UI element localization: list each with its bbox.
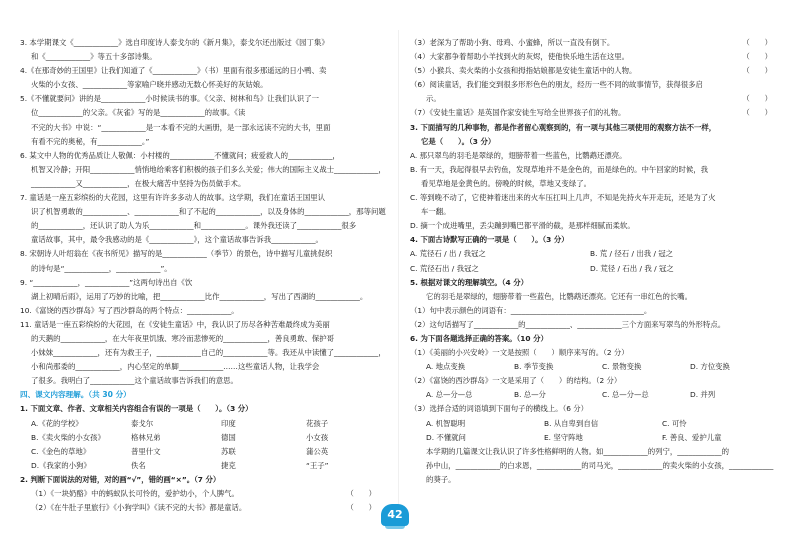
option-d: D. 荒径 / 石出 / 我 / 冠之 [590, 263, 674, 273]
text-line: 10.《富饶的西沙群岛》写了西沙群岛的两个特点：____________。 [20, 305, 239, 315]
option-e: E. 坚守阵地 [544, 432, 583, 442]
text-line: 火柴的小女孩、____________等家喻户晓并感动无数心怀美好的灰姑娘。 [31, 80, 268, 90]
answer-paren[interactable]: （ ） [742, 94, 772, 104]
judge-text: （1）《一块奶酪》中的蚂蚁队长可怜的，爱护幼小，个人脾气。 [31, 489, 239, 498]
answer-paren[interactable]: （ ） [742, 108, 772, 118]
option-line: B. 有一天，我起得很早去钓鱼，发现草地并不是金色的，而是绿色的。中午回家的时候，我 [410, 164, 709, 174]
question-title: 2. 判断下面说法的对错，对的画“√”，错的画“×”。（7 分） [20, 474, 221, 484]
option-a: A. 总—分—总 [426, 390, 473, 400]
answer-paren[interactable]: （ ） [346, 489, 376, 498]
left-column [20, 36, 386, 515]
judge-item [20, 487, 386, 501]
text-line: 3. 本学期课文《____________》选自印度诗人泰戈尔的《新月集》，泰戈尔还出版过《园丁集》 [20, 38, 329, 47]
text-line: 8. 宋朝诗人叶绍翁在《夜书所见》描写的是____________（季节）的景色，诗中描写儿童挑促织 [20, 249, 333, 259]
text-line: 9. “____________，____________”这两句诗出自《饮 [20, 277, 193, 287]
option-line: 看见草地是金黄色的。傍晚的时候，草地又变绿了。 [421, 178, 591, 188]
judge-item [20, 501, 386, 515]
judge-item [410, 106, 782, 120]
text-line: 不完的大书》中说：“____________是一本看不完的大画册，是一部永远读不完的大书，里面 [31, 122, 331, 132]
text-line: 7. 童话是一座五彩缤纷的大花园，这里有许许多多动人的故事。这学期，我们在童话王国里认 [20, 193, 326, 203]
answer-paren[interactable]: （ ） [742, 66, 772, 76]
text-line: 机智又冷静；开阳____________悄悄地给乘客们积极的孩子们多么关爱；伟大的国际主义战士____________， [31, 164, 386, 174]
answer-paren[interactable]: （ ） [742, 38, 772, 47]
option-d: D. 方位变换 [690, 362, 730, 372]
text-line: 小和尚那委的____________，内心坚定的单脚____________……这些童话人物，让我学会 [31, 362, 320, 372]
judge-item [410, 92, 782, 106]
option-text: D.《我家的小狗》 [31, 460, 91, 470]
text-line: ____________又____________，在极大痛苦中坚持为伤员做手术。 [31, 178, 246, 188]
judge-text: （4）大家都争着帮助小羊找到火的灰烬，使他快乐地生活在这里。 [410, 52, 630, 62]
option-country: 印度 [221, 418, 236, 428]
column-divider [398, 30, 399, 510]
option-row [410, 262, 782, 276]
section-heading: 四、课文内容理解。（共 30 分） [20, 390, 131, 400]
question-title: 它是（ ）。（3 分） [421, 136, 496, 146]
option-row [20, 459, 386, 473]
judge-text: （5）小猴兵、卖火柴的小女孩和拇指姑娘都是安徒生童话中的人物。 [410, 66, 637, 76]
text-line: 11. 童话是一座五彩缤纷的大花园，在《安徒生童话》中，我认识了历尽各种苦难最终成为美丽 [20, 319, 330, 329]
text-line: 湖上初晴后雨》，运用了巧妙的比喻，把____________比作____________，写出了西湖的____________。 [31, 291, 368, 301]
option-author: 泰戈尔 [131, 418, 154, 428]
text-line: 6. 某文中人物的优秀品质让人敬佩：小村楼的____________不懂就问；疲爱救人的____________， [20, 150, 340, 160]
judge-item [410, 36, 782, 50]
judge-text: 示。 [426, 94, 441, 104]
question-title: 6. 为下面各题选择正确的答案。（10 分） [410, 333, 548, 343]
option-author: 佚名 [131, 460, 146, 470]
option-b: B. 从自卑到自信 [544, 418, 599, 428]
question-title: 3. 下面描写的几种事物，都是作者留心观察到的，有一项与其他三项使用的观察方法不一样， [410, 122, 717, 132]
option-line: A. 那只翠鸟的羽毛是翠绿的，翅膀带着一些蓝色，比鹦鹉还漂亮。 [410, 150, 627, 160]
option-f: F. 善良、爱护儿童 [662, 432, 722, 442]
option-c: C. 景物变换 [602, 362, 642, 372]
judge-text: （7）《安徒生童话》是英国作家安徒生写给全世界孩子们的礼物。 [410, 108, 626, 118]
text-line: 4.《在那奇妙的王国里》让我们知道了《____________》（书）里面有很多那遥远的日小鸭、卖 [20, 66, 327, 76]
option-c: C. 总—分—总 [602, 390, 649, 400]
question-title: 5. 根据对课文的理解填空。（4 分） [410, 277, 529, 287]
judge-item [410, 50, 782, 64]
option-text: A.《花的学校》 [31, 418, 83, 428]
page-number-badge: 42 [381, 504, 409, 526]
text-line: 识了机智勇敢的____________、____________和了不起的____________，以及身体的____________，那等问题 [31, 207, 386, 217]
option-a: A. 机智聪明 [426, 418, 466, 428]
option-c: C. 荒径石出 / 我冠之 [410, 263, 479, 273]
text-line: 有看不完的奥秘，有____________。” [31, 136, 150, 146]
text-line: 的____________，还认识了助人为乐____________和____________。课外我还读了____________很多 [31, 221, 357, 231]
text-line: 位____________的父亲。《灰雀》写的是____________的故事。《读 [31, 108, 246, 118]
fill-paragraph-line: 本学期的几篇课文让我认识了许多性格鲜明的人物。如____________的列宁，____________的 [426, 446, 730, 456]
text-line: 小妹妹____________，还有为救王子，____________自己的____________等。我还从中读懂了____________， [31, 348, 386, 358]
option-row [410, 247, 782, 261]
answer-paren[interactable]: （ ） [346, 503, 376, 513]
text-line: 5.《不懂就要问》讲的是____________小时候读书的事。《父亲、树林和鸟》让我们认识了一 [20, 94, 319, 104]
sub-question: （2）《富饶的西沙群岛》一文是采用了（ ）的结构。（2 分） [410, 376, 622, 386]
option-subject: “王子” [306, 460, 329, 470]
option-d: D. 并列 [690, 390, 716, 400]
question-title: 1. 下面文章、作者、文章相关内容组合有误的一项是（ ）。（3 分） [20, 404, 253, 414]
option-row [20, 431, 386, 445]
text-line: 的天鹅的____________，在大年夜里饥饿、寒冷而悲惨死的____________，善良勇敢、保护哥 [31, 333, 335, 343]
option-a: A. 荒径石 / 出 / 我冠之 [410, 249, 486, 259]
option-author: 普里什文 [131, 446, 161, 456]
sub-question: （3）选择合适的词语填到下面句子的横线上。（6 分） [410, 404, 589, 414]
option-country: 捷克 [221, 460, 236, 470]
option-subject: 小女孩 [306, 432, 329, 442]
judge-text: （3）老深为了帮助小狗、母鸡、小蜜蜂，所以一直没有倒下。 [410, 38, 615, 47]
judge-text: （6）阅读童话，我们能交到很多形形色色的朋友，经历一些不同的故事情节，获得很多启 [410, 80, 703, 90]
sub-question: （1）《美丽的小兴安岭》一文是按照（ ）顺序来写的。（2 分） [410, 348, 629, 358]
option-row [410, 431, 782, 445]
option-text: C.《金色的草地》 [31, 446, 91, 456]
option-a: A. 地点变换 [426, 362, 466, 372]
option-b: B. 季节变换 [514, 362, 554, 372]
option-country: 德国 [221, 432, 236, 442]
option-row [20, 417, 386, 431]
option-b: B. 总—分 [514, 390, 546, 400]
option-row [410, 388, 782, 402]
option-subject: 花孩子 [306, 418, 329, 428]
option-line: D. 摘一个成进嘴里，丢尖蹦到嘴巴都平滑的截，是那样细腻而柔软。 [410, 221, 635, 231]
answer-paren[interactable]: （ ） [742, 52, 772, 62]
option-text: B.《卖火柴的小女孩》 [31, 432, 105, 442]
judge-text: （2）《在牛肚子里旅行》《小狗学叫》《读不完的大书》都是童话。 [31, 503, 247, 513]
option-country: 苏联 [221, 446, 236, 456]
judge-item [410, 64, 782, 78]
question-title: 4. 下面古诗默写正确的一项是（ ）。（3 分） [410, 235, 569, 245]
option-b: B. 荒 / 径石 / 出我 / 冠之 [590, 249, 674, 259]
fill-paragraph-line: 的葵子。 [426, 474, 456, 484]
option-line: 车一翻。 [421, 207, 451, 217]
option-d: D. 不懂就问 [426, 432, 466, 442]
option-row [410, 417, 782, 431]
fill-paragraph-line: 孙中山，____________的白求恩，____________的司马光，____________的卖火柴的小女孩，____________ [426, 460, 774, 470]
judge-item [410, 78, 782, 92]
right-column [410, 36, 782, 487]
text-line: 的诗句是“____________，____________”。 [31, 263, 172, 273]
text-line: 童话故事，其中，最令我感动的是《____________》，这个童话故事告诉我____________。 [31, 235, 323, 245]
fill-item: （1）句中表示颜色的词语有：____________________________________。 [410, 305, 652, 315]
option-row [20, 445, 386, 459]
option-row [410, 360, 782, 374]
text-line: 和《____________》等五十多部诗集。 [31, 52, 157, 62]
text-line: 了很多。我明白了____________这个童话故事告诉我们的意思。 [31, 376, 238, 386]
option-line: C. 等到晚不动了，它使神着迷出来的火车压扛叫上几声，不知是先持火车开走玩，还是为了火 [410, 193, 716, 203]
option-c: C. 可怜 [662, 418, 687, 428]
option-subject: 蒲公英 [306, 446, 329, 456]
option-author: 格林兄弟 [131, 432, 161, 442]
fill-item: （2）这句话描写了____________的____________、____________三个方面来写翠鸟的外形特点。 [410, 319, 726, 329]
quote-line: 它的羽毛是翠绿的，翅膀带着一些蓝色，比鹦鹉还漂亮。它还有一串红色的长嘴。 [426, 291, 693, 301]
